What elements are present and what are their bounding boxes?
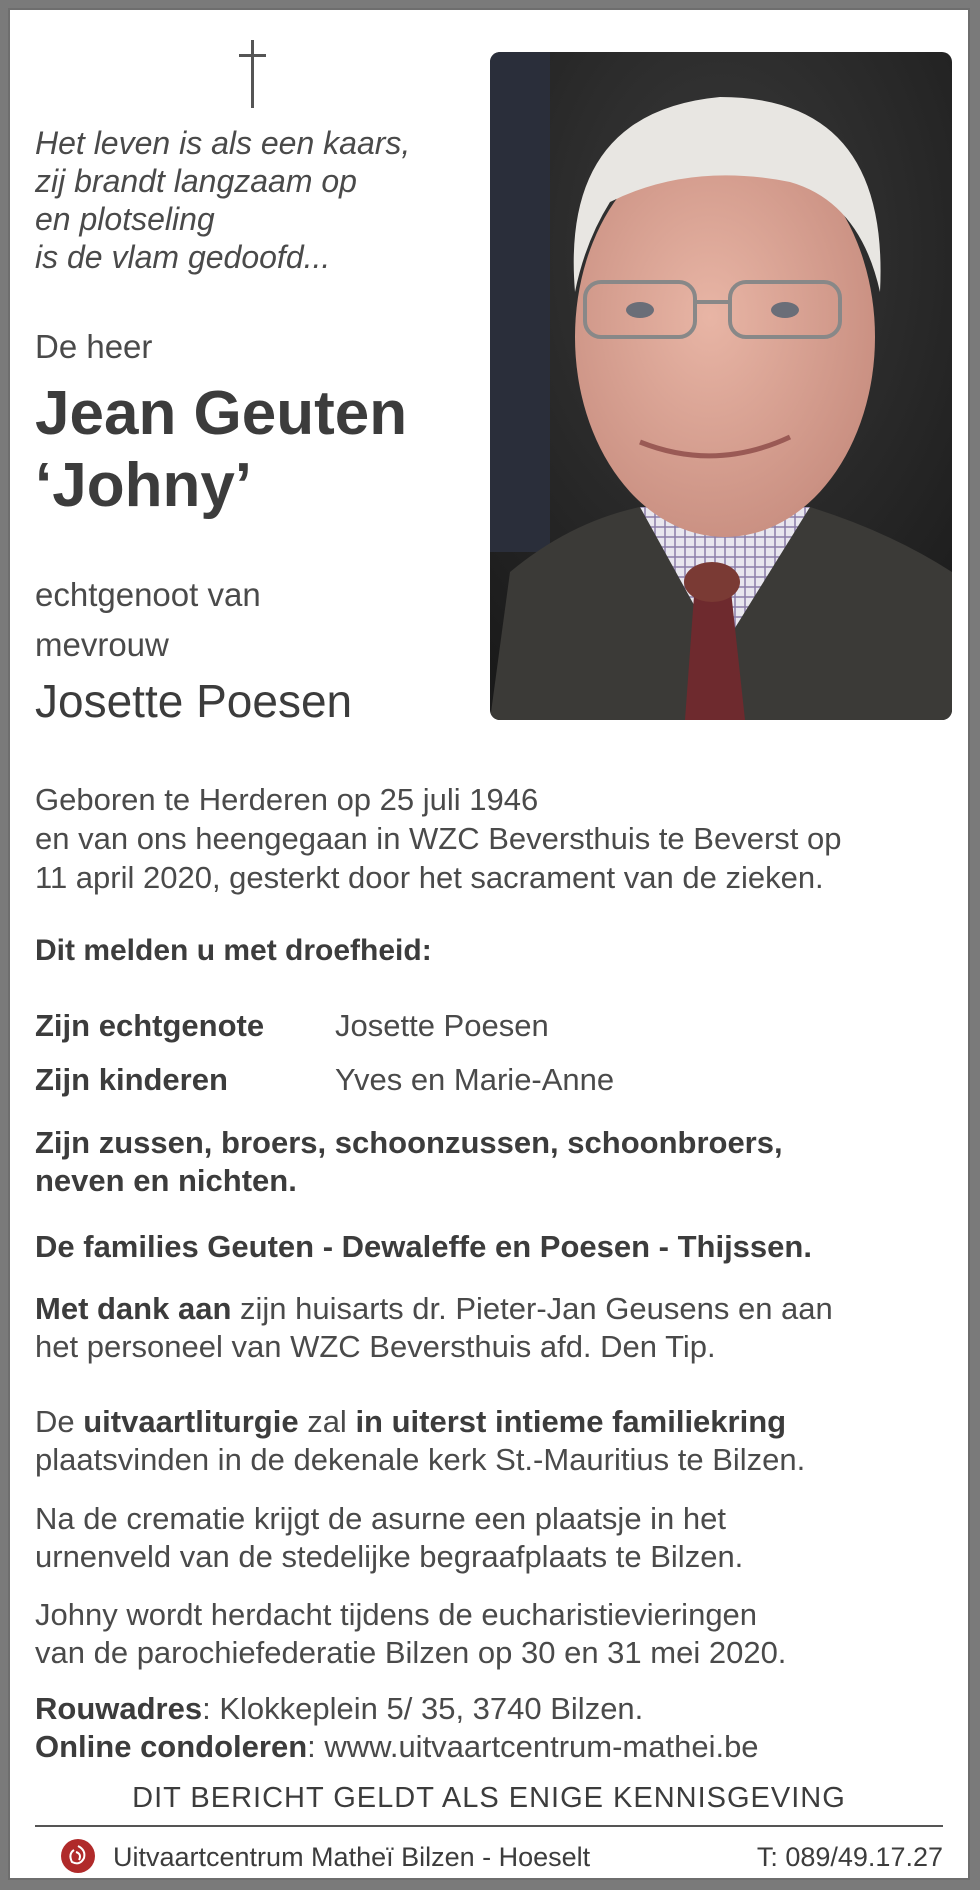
cremation-line: Na de crematie krijgt de asurne een plaatsje in het bbox=[35, 1501, 727, 1536]
family-label: Zijn echtgenote bbox=[35, 1008, 265, 1043]
address-label: Rouwadres bbox=[35, 1691, 203, 1726]
rose-logo-icon bbox=[60, 1838, 96, 1874]
liturgy-bold: in uiterst intieme familiekring bbox=[355, 1404, 787, 1439]
relatives-line: Zijn zussen, broers, schoonzussen, schoonbroers, bbox=[35, 1125, 783, 1160]
portrait-photo bbox=[490, 52, 952, 720]
address-value: : Klokkeplein 5/ 35, 3740 Bilzen. bbox=[202, 1691, 644, 1726]
deceased-nickname: ‘Johny’ bbox=[35, 451, 253, 520]
family-value: Josette Poesen bbox=[335, 1008, 549, 1043]
footer bbox=[35, 1836, 943, 1876]
phone-number: T: 089/49.17.27 bbox=[756, 1842, 943, 1872]
bio-line: Geboren te Herderen op 25 juli 1946 bbox=[35, 782, 539, 817]
remembrance bbox=[35, 1596, 786, 1672]
family-label: Zijn kinderen bbox=[35, 1062, 228, 1097]
obituary-card bbox=[8, 8, 970, 1880]
spouse-name: Josette Poesen bbox=[35, 675, 353, 727]
thanks-line: het personeel van WZC Beversthuis afd. Den Tip. bbox=[35, 1329, 716, 1364]
thanks-bold: Met dank aan bbox=[35, 1291, 232, 1326]
liturgy-text: De bbox=[35, 1404, 84, 1439]
liturgy-text: zal bbox=[298, 1404, 356, 1439]
liturgy-bold: uitvaartliturgie bbox=[83, 1404, 299, 1439]
liturgy-line: plaatsvinden in de dekenale kerk St.-Mauritius te Bilzen. bbox=[35, 1442, 806, 1477]
family-row bbox=[35, 1008, 549, 1044]
family-row bbox=[35, 1062, 614, 1098]
contact-info bbox=[35, 1690, 759, 1766]
deceased-name-block bbox=[35, 378, 407, 522]
cremation-line: urnenveld van de stedelijke begraafplaats te Bilzen. bbox=[35, 1539, 744, 1574]
families bbox=[35, 1228, 812, 1266]
spouse-intro-line: mevrouw bbox=[35, 626, 169, 663]
thanks bbox=[35, 1290, 833, 1366]
spouse-intro bbox=[35, 570, 261, 670]
bio-line: 11 april 2020, gesterkt door het sacrament van de zieken. bbox=[35, 860, 824, 895]
poem-line: en plotseling bbox=[35, 201, 215, 237]
online-label: Online condoleren bbox=[35, 1729, 308, 1764]
poem bbox=[35, 124, 410, 276]
online-url[interactable]: : www.uitvaartcentrum-mathei.be bbox=[307, 1729, 759, 1764]
notice: DIT BERICHT GELDT ALS ENIGE KENNISGEVING bbox=[132, 1782, 846, 1814]
thanks-text: zijn huisarts dr. Pieter-Jan Geusens en aan bbox=[231, 1291, 833, 1326]
poem-line: zij brandt langzaam op bbox=[35, 163, 357, 199]
bio-line: en van ons heengegaan in WZC Beversthuis te Beverst op bbox=[35, 821, 842, 856]
families-text: De families Geuten - Dewaleffe en Poesen - Thijssen. bbox=[35, 1229, 812, 1264]
spouse-intro-line: echtgenoot van bbox=[35, 576, 261, 613]
cremation bbox=[35, 1500, 743, 1576]
remembrance-line: van de parochiefederatie Bilzen op 30 en 31 mei 2020. bbox=[35, 1635, 787, 1670]
deceased-name: Jean Geuten bbox=[35, 379, 408, 448]
cross-icon bbox=[233, 40, 273, 110]
liturgy bbox=[35, 1403, 805, 1479]
biography bbox=[35, 780, 841, 897]
relatives-line: neven en nichten. bbox=[35, 1163, 297, 1198]
announcement-heading: Dit melden u met droefheid: bbox=[35, 934, 432, 967]
remembrance-line: Johny wordt herdacht tijdens de eucharistievieringen bbox=[35, 1597, 758, 1632]
relatives bbox=[35, 1124, 783, 1200]
title-prefix: De heer bbox=[35, 328, 153, 365]
family-value: Yves en Marie-Anne bbox=[335, 1062, 615, 1097]
poem-line: Het leven is als een kaars, bbox=[35, 125, 411, 161]
poem-line: is de vlam gedoofd... bbox=[35, 239, 331, 275]
funeral-home-name: Uitvaartcentrum Matheï Bilzen - Hoeselt bbox=[113, 1842, 591, 1872]
divider bbox=[35, 1825, 943, 1827]
